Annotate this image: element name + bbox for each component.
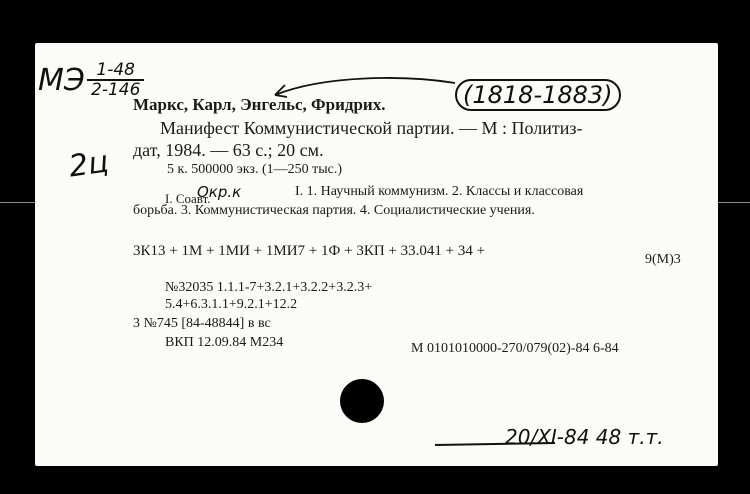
okr-handwritten: Окр.к [197,183,242,201]
years-handwritten [455,81,621,109]
scan-edge-line [718,202,750,203]
punch-hole [340,379,384,423]
subjects-line-1: I. 1. Научный коммунизм. 2. Классы и классовая [295,184,584,199]
index-line: М 0101010000-270/079(02)-84 6-84 [411,341,619,356]
authors-heading: Маркс, Карл, Энгельс, Фридрих. [133,95,386,114]
inventory-handwritten: 20/XI-84 48 т.т. [505,425,664,449]
years-text: (1818-1883) [455,79,621,111]
catalog-card [35,43,718,466]
title-line-1: Манифест Коммунистической партии. — М : Политиз- [160,118,583,138]
classification-sub: 9(М)3 [645,252,681,267]
number-line-1: №32035 1.1.1-7+3.2.1+3.2.2+3.2.3+ [165,280,373,295]
shelf-code: МЭ [38,63,85,98]
subjects-line-2: борьба. 3. Коммунистическая партия. 4. Социалистические учения. [133,203,535,218]
title-line-2: дат, 1984. — 63 с.; 20 см. [133,140,324,160]
vkp-line: ВКП 12.09.84 М234 [165,335,284,350]
number-line-1-cont: 5.4+6.3.1.1+9.2.1+12.2 [165,297,298,312]
edition-info: 5 к. 500000 экз. (1—250 тыс.) [167,162,343,177]
shelf-fraction [87,61,144,99]
scan-edge-line [0,202,35,203]
number-line-2: 3 №745 [84-48844] в вс [133,316,271,331]
shelf-denominator: 2-146 [91,80,141,100]
coauthor-prefix: I. Соавт. [165,191,211,206]
shelf-numerator: 1-48 [87,61,144,81]
side-mark: 2ц [66,144,111,185]
classification-line: 3К13 + 1М + 1МИ + 1МИ7 + 1Ф + 3КП + 33.041 + 34 + [133,243,486,259]
